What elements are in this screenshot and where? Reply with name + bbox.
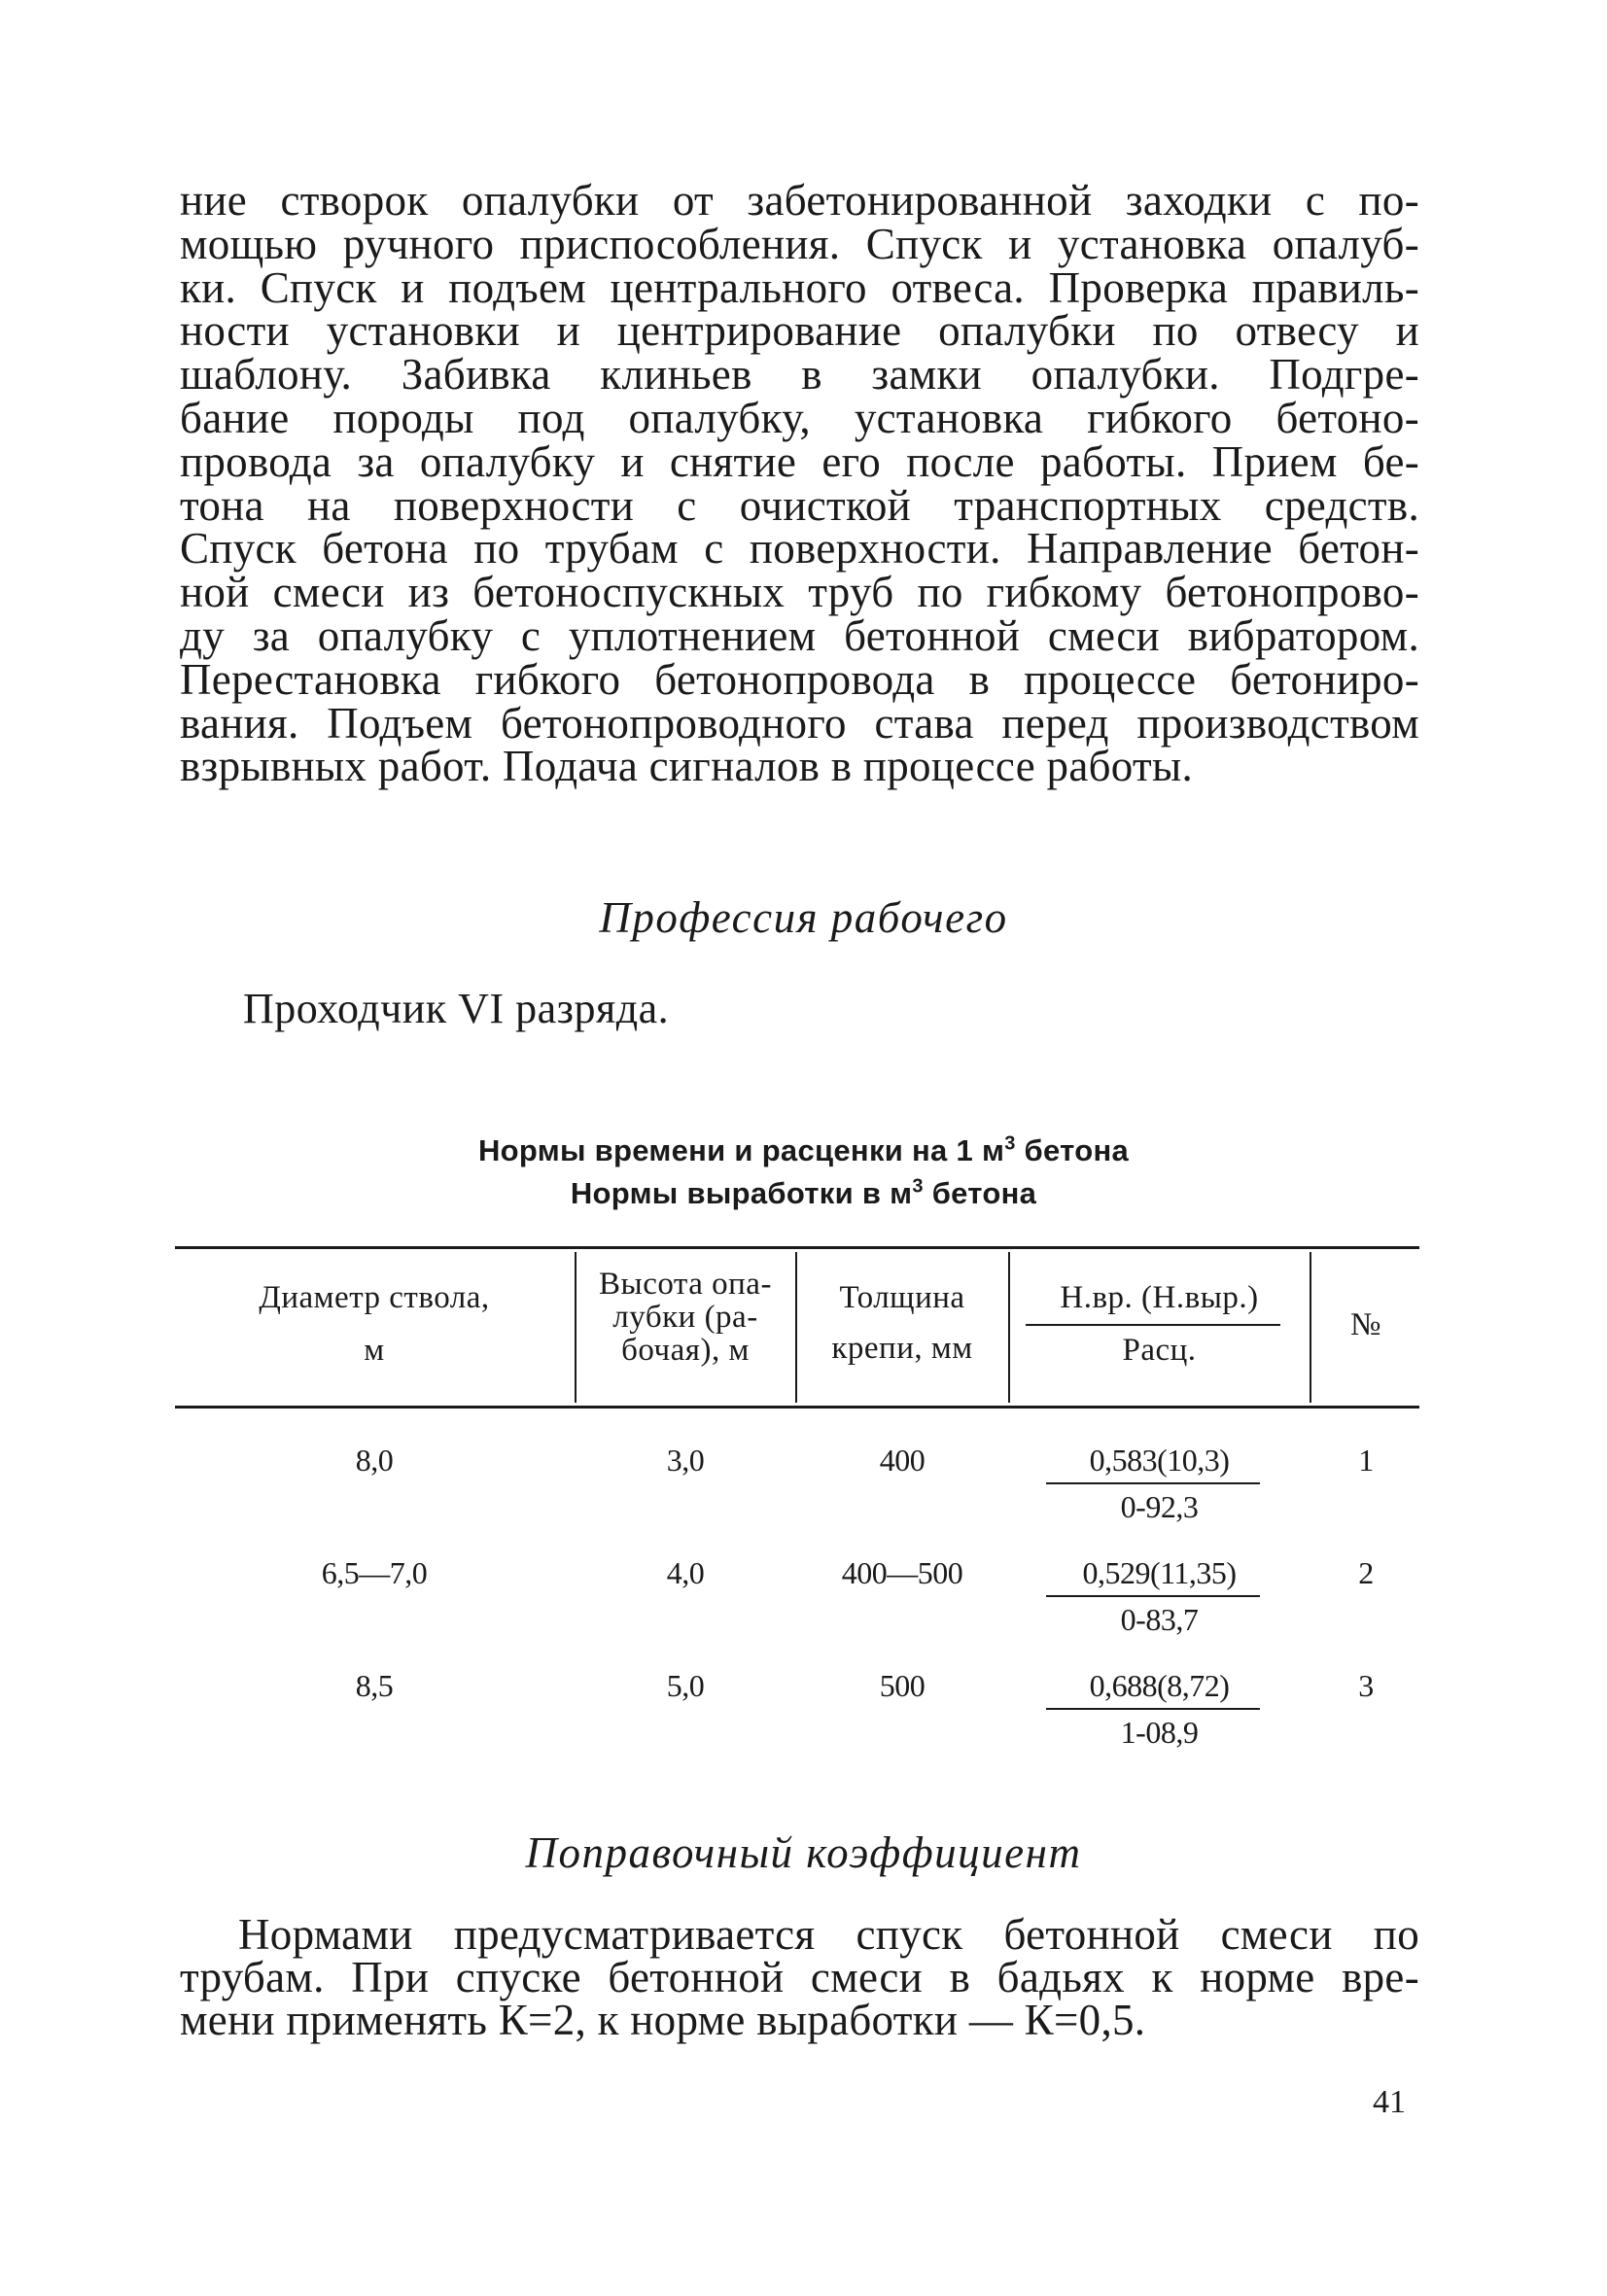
header-height: Высота опа- лубки (ра- бочая), м: [599, 1267, 772, 1368]
column-divider: [1310, 1252, 1311, 1403]
intro-line: бание породы под опалубку, установка гибкого бетоно-: [180, 393, 1419, 442]
correction-paragraph: [180, 1910, 1419, 2044]
intro-line: вания. Подъем бетонопроводного става перед производством: [180, 698, 1419, 748]
correction-line: мени применять К=2, к норме выработки — К=0,5.: [180, 1996, 1146, 2044]
cell-thickness: 400: [879, 1443, 926, 1478]
intro-line: мощью ручного приспособления. Спуск и установка опалуб-: [180, 219, 1419, 268]
cell-height: 5,0: [666, 1668, 705, 1703]
cell-norm: 0,688(8,72): [1089, 1668, 1230, 1703]
intro-paragraph: [180, 176, 1419, 791]
header-number: №: [1350, 1307, 1381, 1342]
cell-price: 1-08,9: [1120, 1715, 1199, 1750]
cell-height: 4,0: [666, 1555, 705, 1590]
intro-line: ки. Спуск и подъем центрального отвеса. Проверка правиль-: [180, 262, 1419, 312]
fraction-line: [1046, 1708, 1260, 1710]
correction-line: Нормами предусматривается спуск бетонной смеси по: [238, 1910, 1419, 1959]
cell-diameter: 6,5—7,0: [321, 1555, 428, 1590]
intro-line: тона на поверхности с очисткой транспортных средств.: [180, 480, 1419, 530]
profession-heading: Профессия рабочего: [599, 893, 1008, 942]
intro-line: ной смеси из бетоноспускных труб по гибкому бетонопрово-: [180, 568, 1419, 617]
intro-line: Перестановка гибкого бетонопровода в процессе бетониро-: [180, 654, 1419, 704]
cell-number: 2: [1358, 1555, 1374, 1590]
header-diameter: Диаметр ствола, м: [259, 1280, 490, 1368]
intro-line: взрывных работ. Подача сигналов в процессе работы.: [180, 742, 1194, 791]
table-top-rule: [175, 1246, 1419, 1249]
intro-line: ду за опалубку с уплотнением бетонной смеси вибратором.: [180, 610, 1419, 660]
table-title-1: Нормы времени и расценки на 1 $м^3$ бетона: [477, 1132, 1130, 1167]
column-divider: [575, 1252, 576, 1403]
cell-height: 3,0: [666, 1443, 705, 1478]
cell-number: 3: [1358, 1668, 1374, 1703]
header-norm: Н.вр. (Н.выр.): [1060, 1280, 1259, 1315]
header-fraction-line: [1026, 1324, 1280, 1326]
page-number: 41: [1373, 2084, 1406, 2120]
column-divider: [1008, 1252, 1010, 1403]
cell-thickness: 500: [879, 1668, 926, 1703]
cell-norm: 0,583(10,3): [1089, 1443, 1230, 1478]
cell-diameter: 8,5: [355, 1668, 394, 1703]
intro-line: ности установки и центрирование опалубки по отвесу и: [180, 306, 1419, 356]
cell-thickness: 400—500: [841, 1555, 963, 1590]
cell-norm: 0,529(11,35): [1082, 1555, 1237, 1590]
cell-number: 1: [1358, 1443, 1374, 1478]
table-header-rule: [175, 1406, 1419, 1409]
table-title-2: Нормы выработки в $м^3$ бетона: [570, 1175, 1037, 1210]
intro-line: Спуск бетона по трубам с поверхности. Направление бетон-: [180, 524, 1419, 574]
header-thickness: Толщина крепи, мм: [831, 1280, 973, 1366]
correction-line: трубам. При спуске бетонной смеси в бадьях к норме вре-: [180, 1953, 1419, 2001]
fraction-line: [1046, 1595, 1260, 1597]
intro-line: провода за опалубку и снятие его после работы. Прием бе-: [180, 436, 1419, 486]
intro-line: ние створок опалубки от забетонированной заходки с по-: [180, 176, 1419, 225]
cell-price: 0-92,3: [1120, 1489, 1199, 1524]
cell-price: 0-83,7: [1120, 1602, 1199, 1637]
profession-text: Проходчик VI разряда.: [243, 985, 670, 1032]
correction-heading: Поправочный коэффициент: [525, 1828, 1082, 1877]
intro-line: шаблону. Забивка клиньев в замки опалубки. Подгре-: [180, 350, 1419, 400]
cell-diameter: 8,0: [355, 1443, 394, 1478]
fraction-line: [1046, 1482, 1260, 1484]
header-norm-bottom: Расц.: [1122, 1333, 1197, 1368]
